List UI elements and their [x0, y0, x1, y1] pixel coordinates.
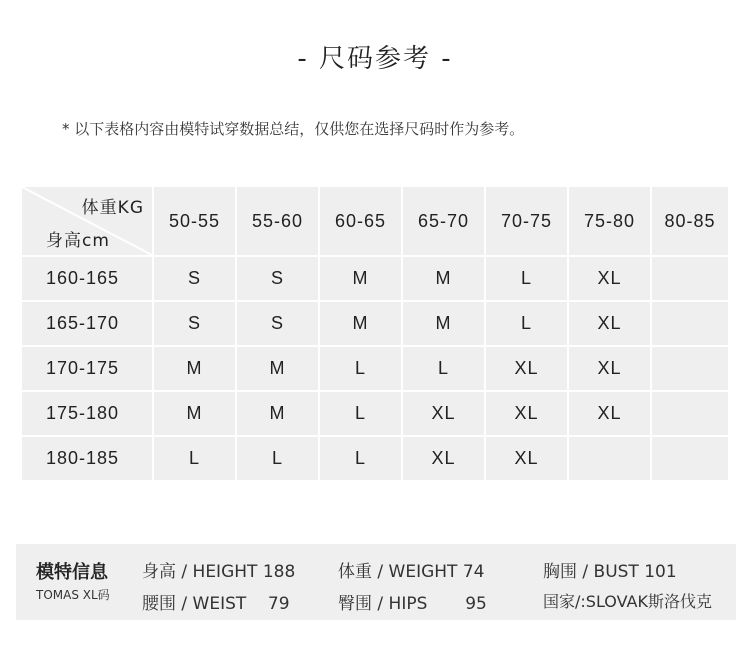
weight-header: 70-75 — [486, 187, 567, 255]
size-cell: S — [237, 302, 318, 345]
size-cell: M — [320, 302, 401, 345]
size-cell: L — [486, 257, 567, 300]
model-info-label: 模特信息 — [36, 562, 108, 583]
model-country: 国家/:SLOVAK斯洛伐克 — [543, 592, 712, 611]
size-cell: L — [320, 347, 401, 390]
size-cell: M — [237, 347, 318, 390]
weight-header: 60-65 — [320, 187, 401, 255]
weight-header: 55-60 — [237, 187, 318, 255]
height-range-cell: 160-165 — [22, 257, 152, 300]
size-cell: L — [154, 437, 235, 480]
model-info-panel — [16, 544, 736, 620]
model-weight: 体重 / WEIGHT 74 — [338, 562, 485, 582]
size-cell: XL — [486, 347, 567, 390]
size-cell: XL — [486, 392, 567, 435]
size-cell: M — [403, 302, 484, 345]
model-bust: 胸围 / BUST 101 — [543, 562, 677, 582]
weight-header: 75-80 — [569, 187, 650, 255]
table-corner-cell — [22, 187, 152, 255]
model-name: TOMAS XL码 — [36, 588, 110, 602]
page-title: - 尺码参考 - — [297, 44, 453, 74]
size-cell: L — [237, 437, 318, 480]
size-cell: M — [320, 257, 401, 300]
size-cell: S — [154, 257, 235, 300]
size-cell: L — [320, 392, 401, 435]
size-cell: M — [154, 392, 235, 435]
size-cell: XL — [569, 257, 650, 300]
size-cell: M — [403, 257, 484, 300]
size-cell — [652, 257, 728, 300]
size-cell: S — [154, 302, 235, 345]
size-cell: S — [237, 257, 318, 300]
size-cell: XL — [486, 437, 567, 480]
size-cell: M — [154, 347, 235, 390]
weight-header: 50-55 — [154, 187, 235, 255]
table-row — [22, 347, 728, 390]
height-range-cell: 175-180 — [22, 392, 152, 435]
model-waist: 腰围 / WEIST 79 — [142, 594, 290, 614]
height-range-cell: 165-170 — [22, 302, 152, 345]
size-cell — [652, 347, 728, 390]
table-row — [22, 257, 728, 300]
size-chart-table — [20, 185, 730, 482]
size-cell: L — [486, 302, 567, 345]
size-cell: XL — [403, 392, 484, 435]
size-cell: XL — [569, 347, 650, 390]
height-axis-label: 身高cm — [46, 231, 110, 251]
size-cell: L — [320, 437, 401, 480]
size-cell — [652, 392, 728, 435]
table-row — [22, 437, 728, 480]
size-cell: XL — [569, 302, 650, 345]
weight-axis-label: 体重KG — [81, 198, 144, 218]
height-range-cell: 180-185 — [22, 437, 152, 480]
weight-header: 65-70 — [403, 187, 484, 255]
size-cell: XL — [403, 437, 484, 480]
table-row — [22, 302, 728, 345]
height-range-cell: 170-175 — [22, 347, 152, 390]
table-header-row — [22, 187, 728, 255]
size-cell: M — [237, 392, 318, 435]
table-note: * 以下表格内容由模特试穿数据总结，仅供您在选择尺码时作为参考。 — [62, 120, 525, 138]
model-hips: 臀围 / HIPS 95 — [338, 594, 487, 614]
size-cell: XL — [569, 392, 650, 435]
size-cell — [652, 302, 728, 345]
table-row — [22, 392, 728, 435]
size-cell — [569, 437, 650, 480]
size-cell — [652, 437, 728, 480]
model-height: 身高 / HEIGHT 188 — [142, 562, 296, 582]
weight-header: 80-85 — [652, 187, 728, 255]
size-cell: L — [403, 347, 484, 390]
